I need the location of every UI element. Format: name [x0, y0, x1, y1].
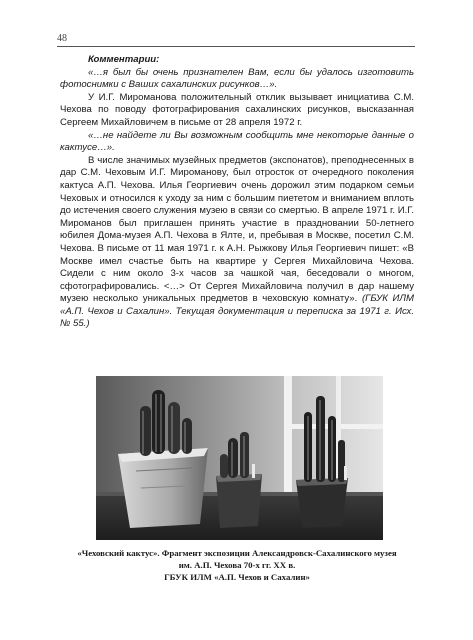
cactus-photo — [96, 376, 383, 540]
paragraph-1: У И.Г. Миромановa положительный отклик вызывает инициатива С.М. Чехова по поводу фотографирования сахалинских рисунков, высказанная Сергеем Михайловичем в письме от 28 апреля 1972 г. — [60, 91, 414, 128]
caption-line-3: ГБУК ИЛМ «А.П. Чехов и Сахалин» — [164, 572, 310, 582]
quote-paragraph-1: «…я был бы очень признателен Вам, если бы удалось изготовить фотоснимки с Ваших сахалинских рисунков…». — [60, 66, 414, 91]
page-number: 48 — [57, 33, 67, 44]
comments-heading: Комментарии: — [88, 54, 160, 65]
top-rule — [57, 46, 415, 47]
body-text — [60, 54, 414, 331]
caption-line-1: «Чеховский кактус». Фрагмент экспозиции Александровск-Сахалинского музея — [77, 548, 397, 558]
quote-paragraph-2: «…не найдете ли Вы возможным сообщить мне некоторые данные о кактусе…». — [60, 129, 414, 154]
cactus-photo-image — [96, 376, 383, 540]
paragraph-2-source: (ГБУК ИЛМ «А.П. Чехов и Сахалин». Текущая документация и переписка за 1971 г. Исх. № 55.) — [60, 293, 414, 330]
paragraph-2 — [60, 155, 414, 331]
photo-caption — [60, 547, 414, 583]
paragraph-2-body: В числе значимых музейных предметов (экспонатов), преподнесенных в дар С.М. Чеховым И.Г. Миромановy, был отросток от очередного поколения кактуса А.П. Чехова. Илья Георгиевич очень дорожил этим подарком семьи Чеховых и относился к уходу за ним с большим пиететом и вниманием вплоть до истечения своего служения музею в связи со смертью. В апреле 1971 г. И.Г. Мироманов был приглашен принять участие в праздновании 50-летнего юбилея Дома-музея А.П. Чехова в Ялте, и, пребывая в Москве, посетил С.М. Чехова. В письме от 11 мая 1971 г. к А.Н. Рыжкову Илья Георгиевич пишет: «В Москве имел счастье быть на квартире у Сергея Михайловича Чехова. Сидели с ним около 3-х часов за чашкой чая, беседовали о многом, сфотографировались. <…> От Сергея Михайловича получил в дар нашему музею несколько уникальных предметов в чеховскую комнату». — [60, 154, 414, 305]
caption-line-2: им. А.П. Чехова 70-х гг. XX в. — [178, 560, 296, 570]
